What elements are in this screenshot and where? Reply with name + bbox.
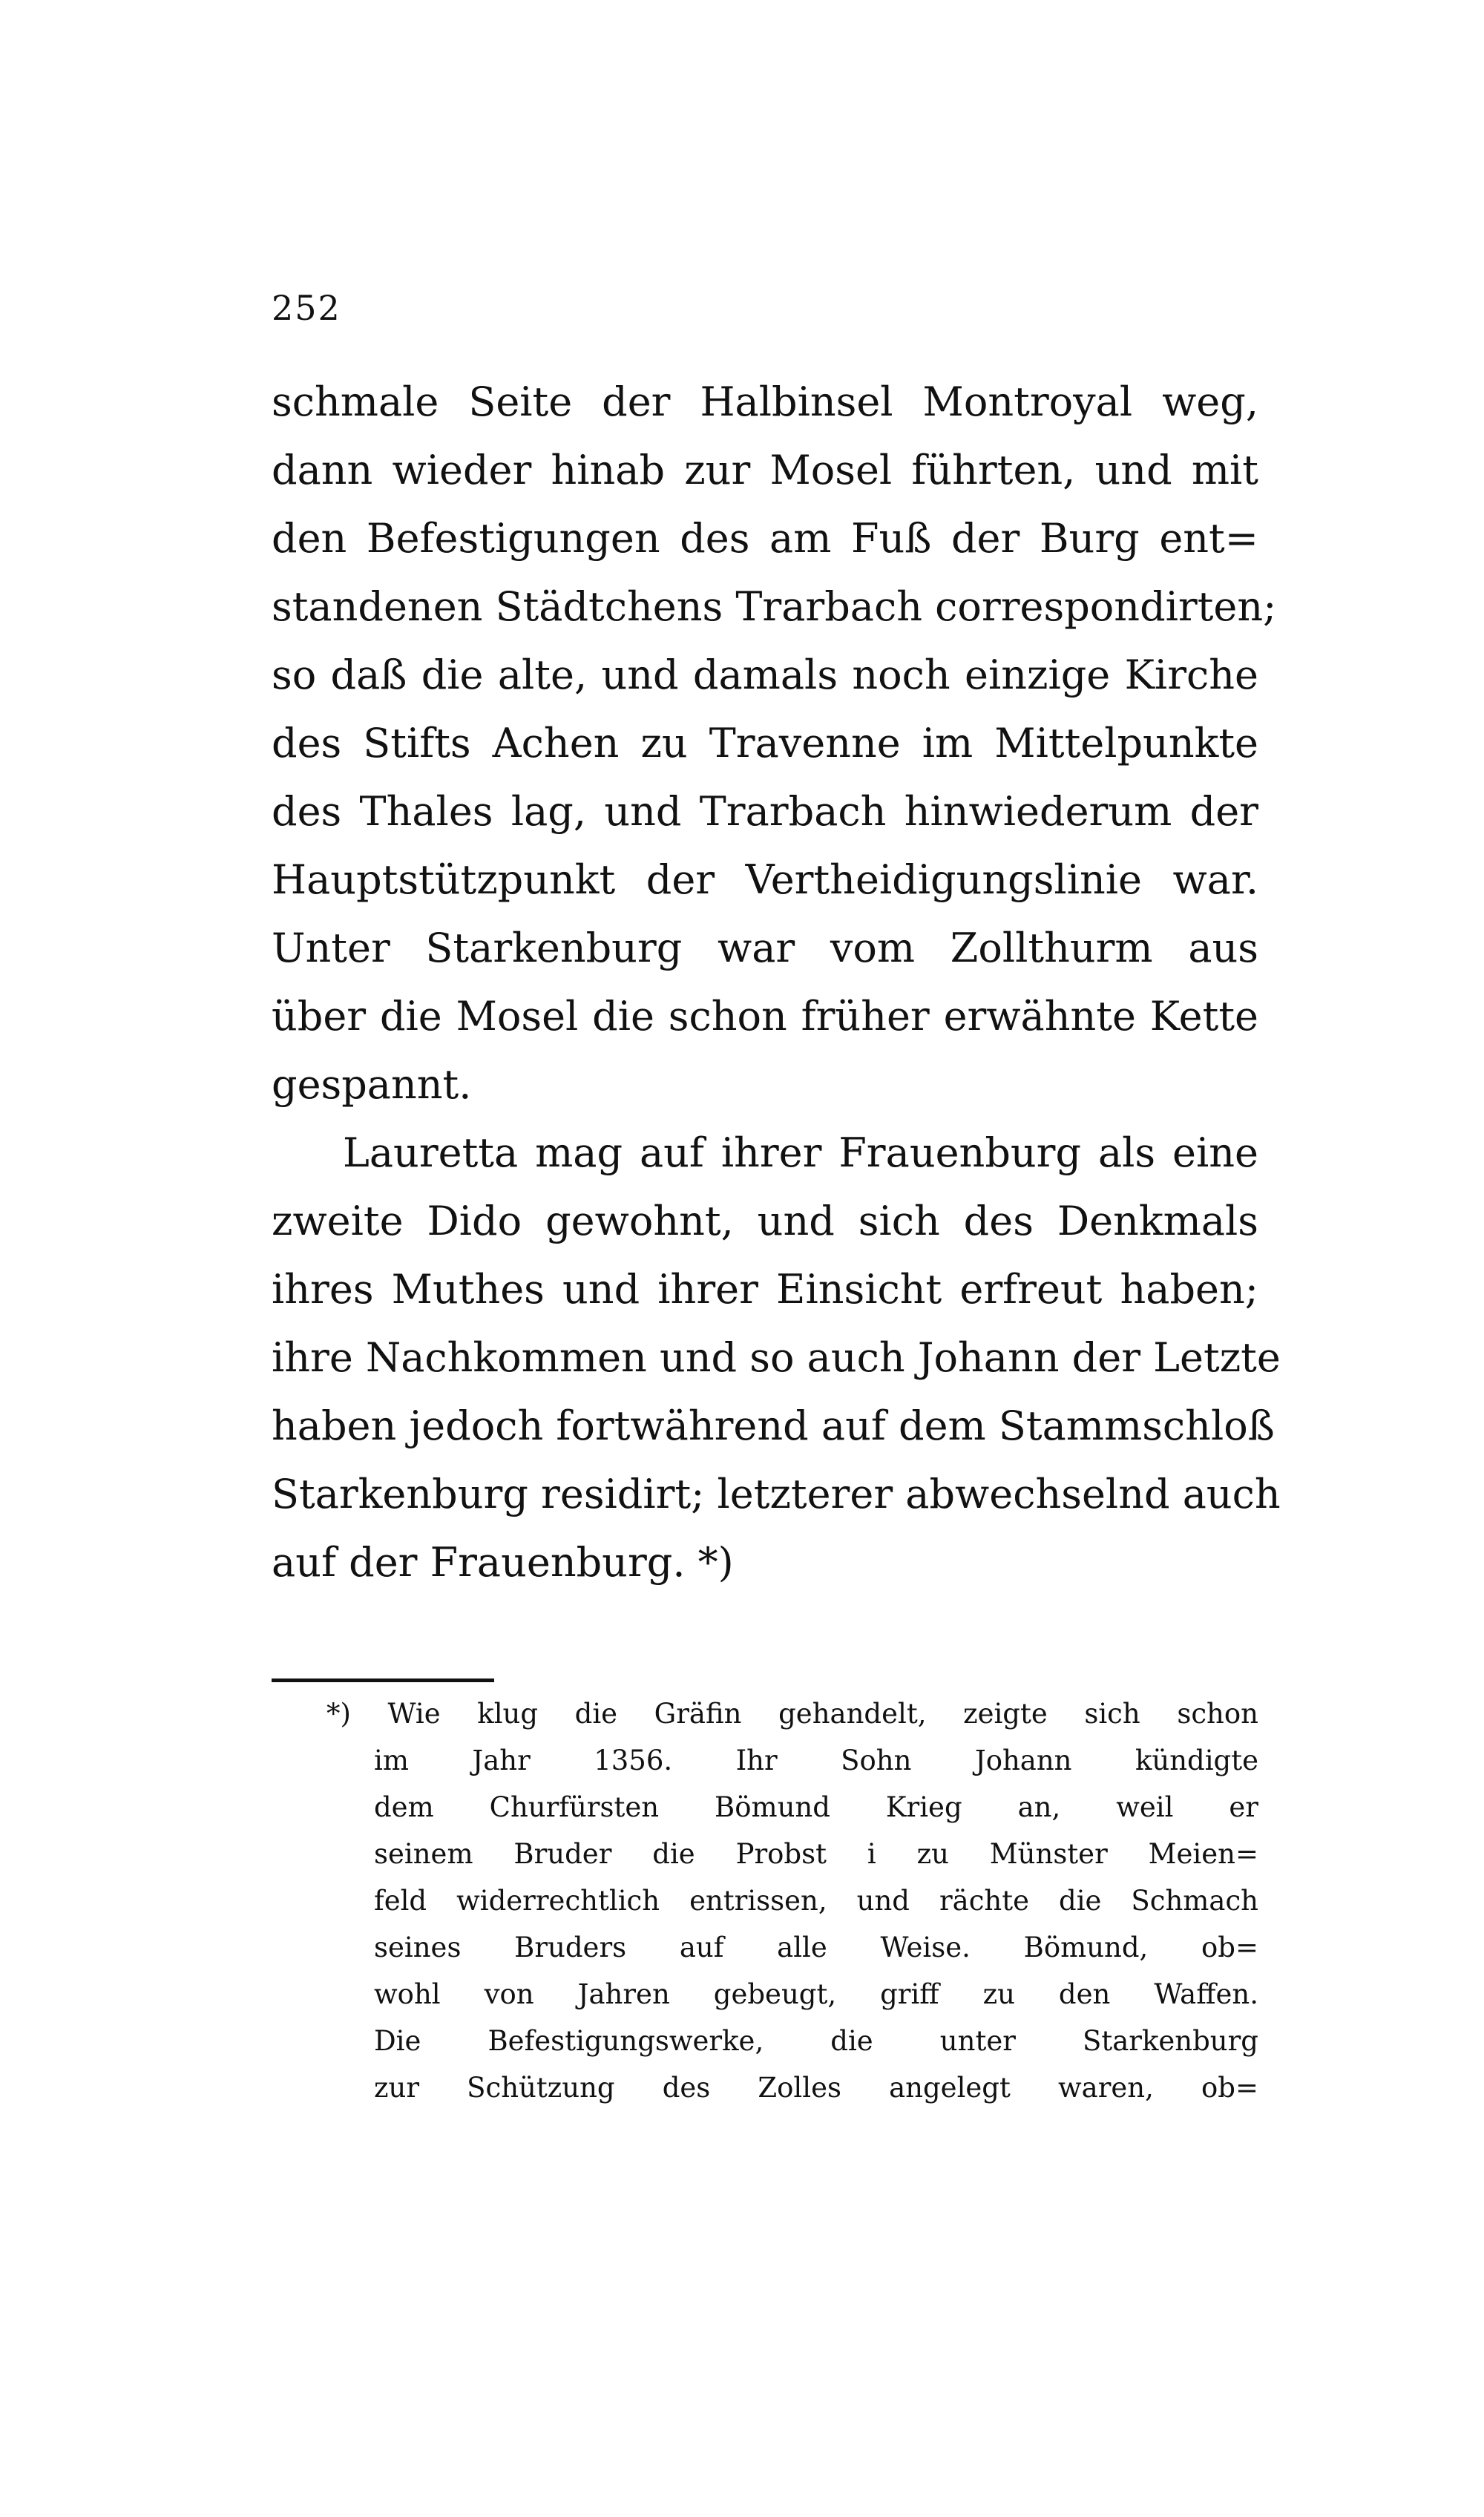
- text-line: so daß die alte, und damals noch einzige Kirche: [272, 652, 1258, 698]
- text-line: des Thales lag, und Trarbach hinwiederum der: [272, 788, 1258, 835]
- main-text: [272, 368, 1281, 1597]
- text-line: Starkenburg residirt; letzterer abwechselnd auch: [272, 1471, 1281, 1517]
- text-line: dann wieder hinab zur Mosel führten, und mit: [272, 447, 1258, 493]
- text-line: auf der Frauenburg. *): [272, 1539, 734, 1586]
- footnote-divider: [272, 1678, 494, 1682]
- text-line: standenen Städtchens Trarbach correspondirten;: [272, 583, 1277, 630]
- text-line: über die Mosel die schon früher erwähnte Kette: [272, 993, 1258, 1040]
- text-line: den Befestigungen des am Fuß der Burg ent=: [272, 515, 1258, 562]
- footnote-line: *) Wie klug die Gräfin gehandelt, zeigte sich schon: [326, 1698, 1258, 1730]
- text-line: Hauptstützpunkt der Vertheidigungslinie war.: [272, 856, 1258, 903]
- footnote-line: zur Schützung des Zolles angelegt waren, ob=: [374, 2072, 1258, 2104]
- text-line: schmale Seite der Halbinsel Montroyal weg,: [272, 378, 1258, 425]
- footnote-line: Die Befestigungswerke, die unter Starkenburg: [374, 2025, 1258, 2057]
- footnote: [326, 1690, 1258, 2111]
- footnote-line: im Jahr 1356. Ihr Sohn Johann kündigte: [374, 1745, 1258, 1776]
- page-number: 252: [272, 288, 341, 328]
- paragraph-start-line: Lauretta mag auf ihrer Frauenburg als eine: [343, 1129, 1258, 1176]
- footnote-line: dem Churfürsten Bömund Krieg an, weil er: [374, 1791, 1258, 1823]
- text-line: gespannt.: [272, 1061, 472, 1108]
- text-line: Unter Starkenburg war vom Zollthurm aus: [272, 925, 1258, 971]
- footnote-line: wohl von Jahren gebeugt, griff zu den Waffen.: [374, 1978, 1258, 2010]
- footnote-line: feld widerrechtlich entrissen, und rächte die Schmach: [374, 1885, 1258, 1917]
- footnote-line: seinem Bruder die Probst i zu Münster Meien=: [374, 1838, 1258, 1870]
- text-line: zweite Dido gewohnt, und sich des Denkmals: [272, 1198, 1258, 1244]
- text-line: ihres Muthes und ihrer Einsicht erfreut haben;: [272, 1266, 1258, 1313]
- text-line: des Stifts Achen zu Travenne im Mittelpunkte: [272, 720, 1258, 767]
- text-line: haben jedoch fortwährend auf dem Stammschloß: [272, 1402, 1275, 1449]
- footnote-line: seines Bruders auf alle Weise. Bömund, ob=: [374, 1932, 1258, 1963]
- text-line: ihre Nachkommen und so auch Johann der Letzte: [272, 1334, 1281, 1381]
